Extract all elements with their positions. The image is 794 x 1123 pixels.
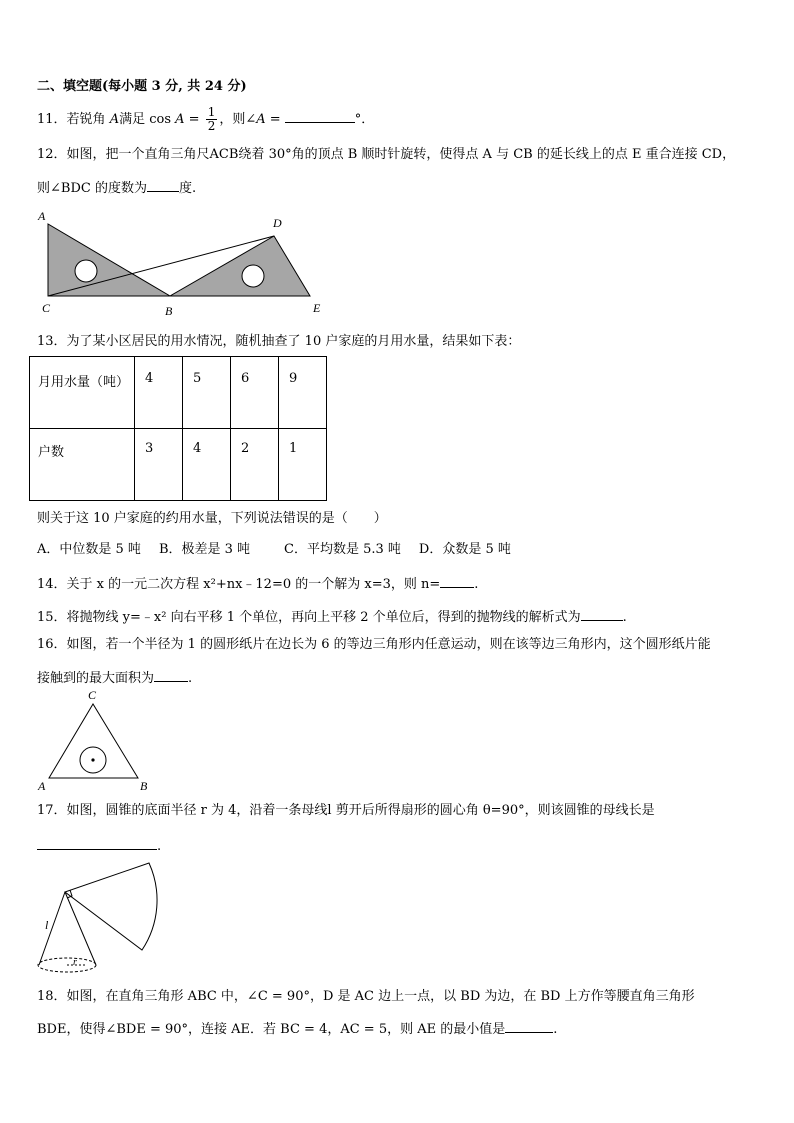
table-row <box>30 357 327 429</box>
q11-var-a: A <box>109 112 120 127</box>
q17-suffix: . <box>157 839 162 854</box>
table-cell: 6 <box>231 357 279 429</box>
fraction-numerator: 1 <box>207 105 216 119</box>
q11-var-a3: A <box>256 112 266 127</box>
q18-prefix: BDE，使得∠BDE = 90°，连接 AE．若 BC = 4，AC = 5，则 AE 的最小值是 <box>37 1022 506 1037</box>
question-13-options <box>37 541 529 559</box>
question-13-stem: 13．为了某小区居民的用水情况，随机抽查了 10 户家庭的月用水量，结果如下表： <box>37 334 521 349</box>
question-16-line2 <box>37 667 192 688</box>
table-cell: 4 <box>135 357 183 429</box>
label-c: C <box>88 688 97 702</box>
answer-blank[interactable] <box>285 108 355 123</box>
table-cell: 户数 <box>30 429 135 501</box>
q11-eq: = <box>184 112 204 127</box>
label-l: l <box>45 918 49 932</box>
q11-var-a2: A <box>175 112 185 127</box>
section-title: 二、填空题(每小题 3 分, 共 24 分) <box>37 79 247 94</box>
question-18-line1: 18．如图，在直角三角形 ABC 中，∠C = 90°，D 是 AC 边上一点，以 BD 为边，在 BD 上方作等腰直角三角形 <box>37 989 695 1004</box>
answer-blank[interactable] <box>581 606 623 621</box>
table-cell: 月用水量（吨） <box>30 357 135 429</box>
table-cell: 4 <box>183 429 231 501</box>
q18-suffix: . <box>553 1022 558 1037</box>
water-usage-table <box>29 356 327 501</box>
circle-center <box>91 758 94 761</box>
question-16-line1: 16．如图，若一个半径为 1 的圆形纸片在边长为 6 的等边三角形内任意运动，则在该等边三角形内，这个圆形纸片能 <box>37 637 711 652</box>
q12-suffix: 度. <box>178 181 197 196</box>
question-11 <box>37 106 374 133</box>
triangle-acb <box>48 224 170 296</box>
question-15 <box>37 606 627 627</box>
label-d: D <box>273 216 282 230</box>
triangle-abc <box>49 704 138 778</box>
rotated-triangles-figure <box>34 208 334 318</box>
option-d[interactable]: D．众数是 5 吨 <box>418 542 511 557</box>
answer-blank[interactable] <box>154 667 188 682</box>
hole-circle <box>242 265 264 287</box>
label-e: E <box>313 301 321 315</box>
table-cell: 3 <box>135 429 183 501</box>
label-c: C <box>42 301 51 315</box>
fraction-denominator: 2 <box>207 119 216 133</box>
question-17-line1: 17．如图，圆锥的底面半径 r 为 4，沿着一条母线l 剪开后所得扇形的圆心角 θ=90°，则该圆锥的母线长是 <box>37 803 655 818</box>
q11-mid2: ，则∠ <box>219 112 257 127</box>
question-14 <box>37 573 478 594</box>
q14-suffix: . <box>474 577 479 592</box>
table-cell: 5 <box>183 357 231 429</box>
table-row <box>30 429 327 501</box>
question-13-prompt: 则关于这 10 户家庭的约用水量，下列说法错误的是（ ） <box>37 511 387 526</box>
label-r: r <box>73 957 77 968</box>
cone-sector-figure <box>34 855 164 980</box>
question-12-line2 <box>37 177 196 198</box>
cone-side <box>65 892 96 965</box>
table-cell: 1 <box>279 429 327 501</box>
q11-prefix: 11．若锐角 <box>37 112 110 127</box>
q16-suffix: . <box>188 671 193 686</box>
answer-blank[interactable] <box>147 177 179 192</box>
option-b[interactable]: B．极差是 3 吨 <box>158 542 251 557</box>
label-b: B <box>165 304 173 318</box>
q11-mid: 满足 cos <box>119 112 176 127</box>
label-b: B <box>140 779 148 793</box>
option-a[interactable]: A．中位数是 5 吨 <box>37 542 141 557</box>
q11-suffix: °． <box>354 112 375 127</box>
table-cell: 2 <box>231 429 279 501</box>
q14-prefix: 14．关于 x 的一元二次方程 x²+nx﹣12=0 的一个解为 x=3，则 n= <box>37 577 441 592</box>
label-a: A <box>38 779 46 793</box>
answer-blank[interactable] <box>37 835 157 850</box>
hole-circle <box>75 260 97 282</box>
answer-blank[interactable] <box>440 573 474 588</box>
question-17-line2 <box>37 835 161 856</box>
option-c[interactable]: C．平均数是 5.3 吨 <box>284 542 401 557</box>
cone-side <box>39 892 65 965</box>
fraction <box>206 106 218 133</box>
q15-prefix: 15．将抛物线 y=﹣x² 向右平移 1 个单位，再向上平移 2 个单位后，得到的抛物线的解析式为 <box>37 610 581 625</box>
q11-eq2: = <box>265 112 285 127</box>
sector-shape <box>65 863 157 950</box>
label-a: A <box>38 209 46 223</box>
question-12-line1: 12．如图，把一个直角三角尺ACB绕着 30°角的顶点 B 顺时针旋转，使得点 A 与 CB 的延长线上的点 E 重合连接 CD， <box>37 147 736 162</box>
q15-suffix: . <box>622 610 627 625</box>
q12-prefix: 则∠BDC 的度数为 <box>37 181 147 196</box>
q16-prefix: 接触到的最大面积为 <box>37 671 155 686</box>
answer-blank[interactable] <box>505 1018 553 1033</box>
table-cell: 9 <box>279 357 327 429</box>
equilateral-triangle-figure <box>34 686 164 796</box>
question-18-line2 <box>37 1018 557 1039</box>
